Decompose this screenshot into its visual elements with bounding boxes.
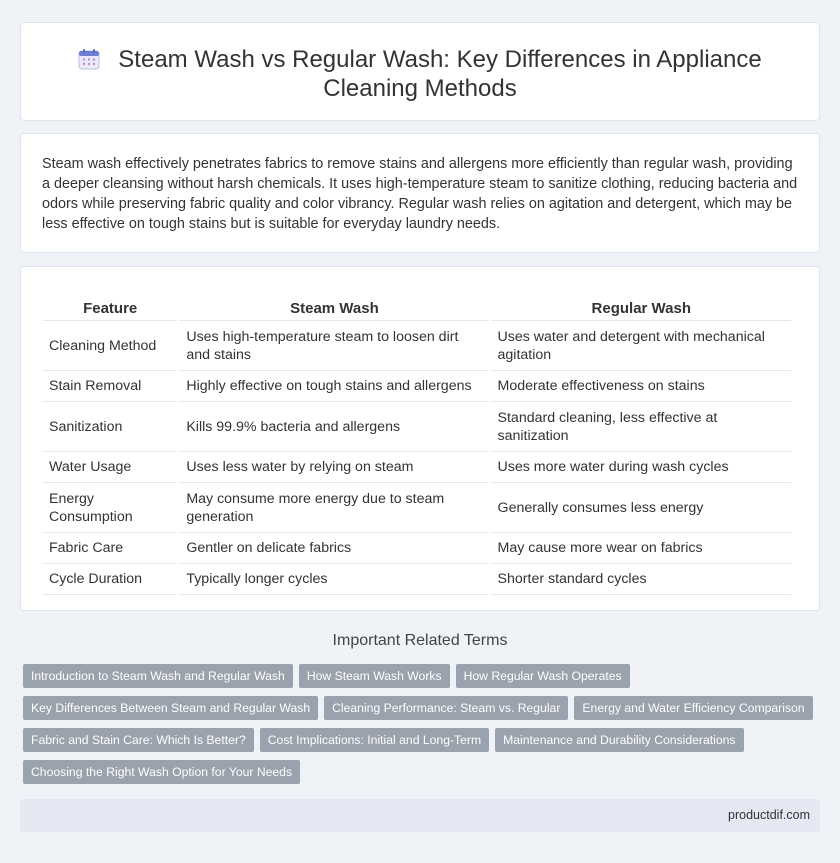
related-terms-title: Important Related Terms [332, 632, 508, 649]
table-cell: May consume more energy due to steam generation [180, 483, 488, 533]
header-regular-wash: Regular Wash [492, 295, 791, 321]
header-card [20, 22, 820, 121]
tag-row [23, 760, 813, 792]
table-cell: Generally consumes less energy [492, 483, 791, 533]
related-term-tag[interactable]: Introduction to Steam Wash and Regular Wash [23, 664, 293, 688]
tag-row [23, 728, 813, 760]
table-cell: Kills 99.9% bacteria and allergens [180, 402, 488, 452]
table-cell: Water Usage [43, 452, 177, 483]
related-term-tag[interactable]: How Regular Wash Operates [456, 664, 630, 688]
table-cell: Typically longer cycles [180, 564, 488, 595]
related-term-tag[interactable]: Cost Implications: Initial and Long-Term [260, 728, 489, 752]
title-wrap [21, 45, 819, 103]
table-row [43, 371, 791, 402]
table-cell: Uses less water by relying on steam [180, 452, 488, 483]
tag-row [23, 696, 813, 728]
table-cell: Moderate effectiveness on stains [492, 371, 791, 402]
table-header-row [43, 295, 791, 321]
comparison-table-card [20, 266, 820, 611]
table-cell: Sanitization [43, 402, 177, 452]
table-cell: Shorter standard cycles [492, 564, 791, 595]
table-row [43, 564, 791, 595]
related-term-tag[interactable]: Energy and Water Efficiency Comparison [574, 696, 812, 720]
table-row [43, 483, 791, 533]
table-cell: Cleaning Method [43, 321, 177, 371]
related-term-tag[interactable]: How Steam Wash Works [299, 664, 450, 688]
table-cell: Cycle Duration [43, 564, 177, 595]
table-cell: May cause more wear on fabrics [492, 533, 791, 564]
table-row [43, 533, 791, 564]
table-cell: Uses more water during wash cycles [492, 452, 791, 483]
related-terms-tags [23, 664, 813, 792]
summary-text: Steam wash effectively penetrates fabrics to remove stains and allergens more efficiently than regular wash, providing a deeper cleansing without harsh chemicals. It uses high-temperature steam to sanitize clothing, reducing bacteria and odors while preserving fabric quality and color vibrancy. Regular wash relies on agitation and detergent, which may be less effective on tough stains but is suitable for everyday laundry needs. [42, 156, 798, 232]
related-term-tag[interactable]: Choosing the Right Wash Option for Your Needs [23, 760, 300, 784]
table-cell: Uses high-temperature steam to loosen dirt and stains [180, 321, 488, 371]
summary-card [20, 133, 820, 253]
related-term-tag[interactable]: Cleaning Performance: Steam vs. Regular [324, 696, 568, 720]
table-cell: Highly effective on tough stains and allergens [180, 371, 488, 402]
header-steam-wash: Steam Wash [180, 295, 488, 321]
page-title-line1: Steam Wash vs Regular Wash: Key Differences in Appliance [118, 46, 762, 73]
table-cell: Standard cleaning, less effective at sanitization [492, 402, 791, 452]
calendar-icon [78, 48, 100, 70]
tag-row [23, 664, 813, 696]
table-cell: Stain Removal [43, 371, 177, 402]
footer-bar [20, 799, 820, 832]
table-cell: Uses water and detergent with mechanical agitation [492, 321, 791, 371]
page-title-line2: Cleaning Methods [323, 75, 517, 102]
footer-site-link[interactable]: productdif.com [728, 808, 810, 822]
related-term-tag[interactable]: Maintenance and Durability Considerations [495, 728, 743, 752]
header-feature: Feature [43, 295, 177, 321]
table-cell: Energy Consumption [43, 483, 177, 533]
table-row [43, 452, 791, 483]
related-term-tag[interactable]: Key Differences Between Steam and Regular Wash [23, 696, 318, 720]
table-cell: Gentler on delicate fabrics [180, 533, 488, 564]
table-row [43, 402, 791, 452]
comparison-table [40, 295, 794, 595]
related-term-tag[interactable]: Fabric and Stain Care: Which Is Better? [23, 728, 254, 752]
table-row [43, 321, 791, 371]
table-cell: Fabric Care [43, 533, 177, 564]
